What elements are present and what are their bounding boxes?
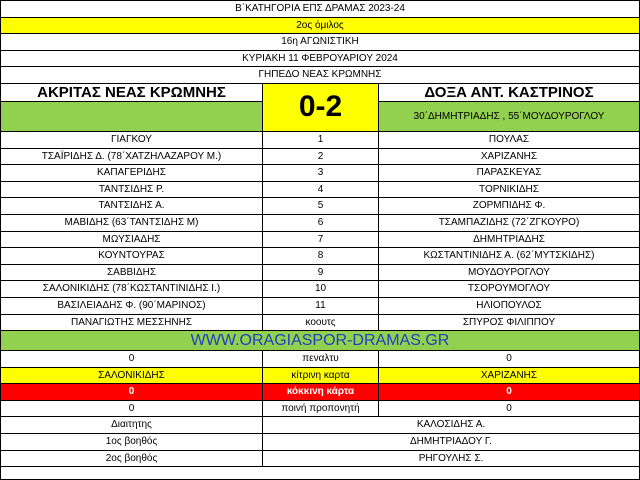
coach-penalty-label: ποινή προπονητή (263, 401, 379, 417)
lineup-row (1, 198, 639, 215)
shirt-number: 7 (263, 232, 379, 248)
score-block (1, 84, 639, 132)
stadium-row (1, 67, 639, 84)
lineup-row (1, 265, 639, 282)
official-row (1, 417, 639, 434)
away-player: ΤΣΑΜΠΑΖΙΔΗΣ (72΄ΖΓΚΟΥΡΟ) (438, 216, 580, 228)
away-team-name: ΔΟΞΑ ΑΝΤ. ΚΑΣΤΡΙΝΟΣ (379, 84, 639, 102)
official-role: Διαιτητης (1, 417, 263, 433)
lineup-row (1, 149, 639, 166)
group-row (1, 18, 639, 35)
lineup-row (1, 298, 639, 315)
officials-table (1, 417, 639, 467)
away-player: ΠΑΡΑΣΚΕΥΑΣ (476, 167, 542, 179)
home-player: ΜΩΥΣΙΑΔΗΣ (1, 232, 263, 248)
matchday-row (1, 34, 639, 51)
lineup-row (1, 132, 639, 149)
home-player: ΣΑΛΟΝΙΚΙΔΗΣ (78΄ΚΩΣΤΑΝΤΙΝΙΔΗΣ Ι.) (1, 281, 263, 297)
lineup-row (1, 281, 639, 298)
home-player: ΤΣΑΪΡΙΔΗΣ Δ. (78΄ΧΑΤΖΗΛΑΖΑΡΟΥ Μ.) (1, 149, 263, 165)
group-label: 2ος όμιλος (296, 19, 344, 31)
stats-table (1, 351, 639, 417)
lineup-row (1, 232, 639, 249)
home-yellow-cards: ΣΑΛΟΝΙΚΙΔΗΣ (1, 368, 263, 384)
official-role: 2ος βοηθός (1, 451, 263, 467)
shirt-number: 8 (263, 248, 379, 264)
coach-penalty-row (1, 401, 639, 418)
away-scorers: 30΄ΔΗΜΗΤΡΙΑΔΗΣ , 55΄ΜΟΥΔΟΥΡΟΓΛΟΥ (379, 102, 639, 131)
stadium-name: ΓΗΠΕΔΟ ΝΕΑΣ ΚΡΩΜΝΗΣ (258, 69, 382, 81)
shirt-number: 11 (263, 298, 379, 314)
website-link[interactable]: WWW.ORAGIASPOR-DRAMAS.GR (1, 331, 639, 351)
away-player: ΚΩΣΤΑΝΤΙΝΙΔΗΣ Α. (62΄ΜΥΤΣΚΙΔΗΣ) (423, 250, 595, 262)
home-player: ΤΑΝΤΣΙΔΗΣ Α. (1, 198, 263, 214)
shirt-number: 4 (263, 182, 379, 198)
home-player: ΜΑΒΙΔΗΣ (63΄ΤΑΝΤΣΙΔΗΣ Μ) (1, 215, 263, 231)
shirt-number: 6 (263, 215, 379, 231)
final-score: 0-2 (263, 84, 379, 131)
official-name: ΔΗΜΗΤΡΙΑΔΟΥ Γ. (409, 436, 493, 448)
home-player: ΚΑΠΑΓΕΡΙΔΗΣ (1, 165, 263, 181)
home-player: ΒΑΣΙΛΕΙΑΔΗΣ Φ. (90΄ΜΑΡΙΝΟΣ) (1, 298, 263, 314)
official-row (1, 434, 639, 451)
date-row (1, 51, 639, 68)
penalty-row (1, 351, 639, 368)
lineup-row (1, 182, 639, 199)
home-player: ΤΑΝΤΣΙΔΗΣ Ρ. (1, 182, 263, 198)
away-player: ΤΟΡΝΙΚΙΔΗΣ (479, 183, 539, 195)
away-player: ΔΗΜΗΤΡΙΑΔΗΣ (473, 233, 545, 245)
lineups-table (1, 132, 639, 331)
shirt-number: 9 (263, 265, 379, 281)
away-yellow-cards: ΧΑΡΙΖΑΝΗΣ (480, 369, 538, 381)
away-player: ΜΟΥΔΟΥΡΟΓΛΟΥ (468, 266, 550, 278)
home-player: ΓΙΑΓΚΟΥ (1, 132, 263, 148)
away-player: ΠΟΥΛΑΣ (488, 133, 530, 145)
league-title: Β΄ΚΑΤΗΓΟΡΙΑ ΕΠΣ ΔΡΑΜΑΣ 2023-24 (235, 3, 405, 14)
home-scorers (1, 102, 262, 131)
shirt-number: 3 (263, 165, 379, 181)
shirt-number: 10 (263, 281, 379, 297)
match-date: ΚΥΡΙΑΚΗ 11 ΦΕΒΡΟΥΑΡΙΟΥ 2024 (242, 52, 398, 64)
home-player: ΣΑΒΒΙΔΗΣ (1, 265, 263, 281)
away-player: ΗΛΙΟΠΟΥΛΟΣ (476, 299, 542, 311)
penalty-label: πεναλτυ (263, 351, 379, 367)
away-coach-penalty: 0 (506, 402, 512, 414)
home-red-cards: 0 (1, 384, 263, 400)
away-penalties: 0 (506, 353, 512, 365)
away-player: ΖΟΡΜΠΙΔΗΣ Φ. (472, 200, 546, 212)
coach-label: κοουτς (263, 315, 379, 331)
red-card-label: κόκκινη κάρτα (263, 384, 379, 400)
home-coach: ΠΑΝΑΓΙΩΤΗΣ ΜΕΣΣΗΝΗΣ (1, 315, 263, 331)
yellow-card-row (1, 368, 639, 385)
away-team-block (379, 84, 639, 131)
away-red-cards: 0 (506, 386, 512, 398)
lineup-row (1, 248, 639, 265)
league-title-row (1, 1, 639, 18)
lineup-row (1, 165, 639, 182)
home-player: ΚΟΥΝΤΟΥΡΑΣ (1, 248, 263, 264)
official-role: 1ος βοηθός (1, 434, 263, 450)
official-name: ΚΑΛΟΣΙΔΗΣ Α. (416, 419, 486, 431)
away-player: ΤΣΟΡΟΥΜΟΓΛΟΥ (467, 283, 551, 295)
coach-row (1, 315, 639, 332)
home-team-name: ΑΚΡΙΤΑΣ ΝΕΑΣ ΚΡΩΜΝΗΣ (1, 84, 262, 102)
yellow-card-label: κίτρινη καρτα (263, 368, 379, 384)
official-name: ΡΗΓΟΥΛΗΣ Σ. (418, 452, 484, 464)
home-coach-penalty: 0 (1, 401, 263, 417)
official-row (1, 451, 639, 468)
red-card-row (1, 384, 639, 401)
away-coach: ΣΠΥΡΟΣ ΦΙΛΙΠΠΟΥ (462, 316, 556, 328)
shirt-number: 2 (263, 149, 379, 165)
away-player: ΧΑΡΙΖΑΝΗΣ (480, 150, 538, 162)
matchday-label: 16η ΑΓΩΝΙΣΤΙΚΗ (281, 36, 359, 48)
shirt-number: 5 (263, 198, 379, 214)
shirt-number: 1 (263, 132, 379, 148)
lineup-row (1, 215, 639, 232)
home-team-block (1, 84, 263, 131)
home-penalties: 0 (1, 351, 263, 367)
